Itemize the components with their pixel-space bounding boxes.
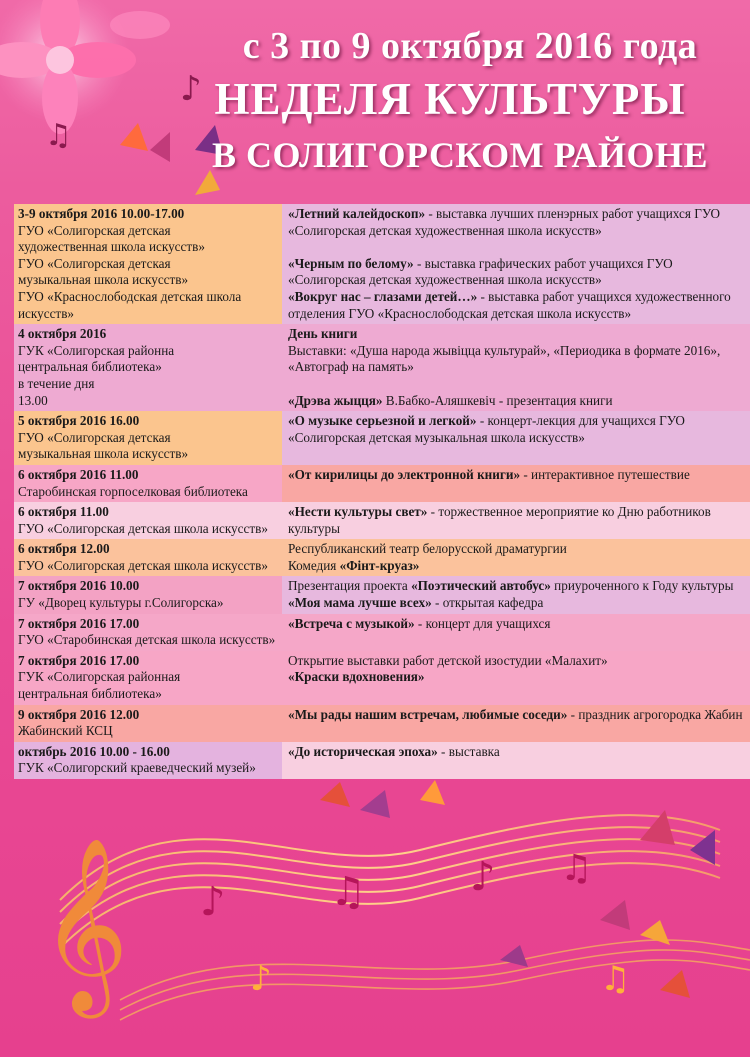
event-datetime: 3-9 октября 2016 10.00-17.00 (18, 206, 185, 221)
schedule-date-venue (14, 614, 282, 651)
event-description-text: - праздник агрогородка Жабин (567, 706, 743, 722)
schedule-row (14, 576, 750, 613)
schedule-row (14, 614, 750, 651)
schedule-row (14, 539, 750, 576)
event-venue-line: ГУО «Краснослободская детская школа (18, 288, 242, 304)
event-title: «Летний калейдоскоп» (288, 206, 426, 221)
poster-header (0, 0, 750, 205)
schedule-date-venue (14, 204, 282, 324)
event-description-text: - концерт для учащихся (414, 615, 551, 631)
event-title: «Дрэва жыцця» (288, 392, 383, 408)
event-description-text: - выставка лучших пленэрных работ учащихся ГУО «Солигорская детская художественная школа искусств» (288, 206, 721, 238)
event-description-text: - торжественное мероприятие ко Дню работников культуры (288, 504, 711, 536)
event-datetime: 7 октября 2016 17.00 (18, 615, 140, 631)
event-venue-line: ГУО «Солигорская детская (18, 255, 171, 271)
event-datetime: 4 октября 2016 (18, 326, 107, 342)
event-description-paragraph (288, 558, 745, 575)
schedule-event-description (282, 465, 750, 502)
event-title: «Моя мама лучше всех» (288, 595, 432, 611)
event-venue-line: ГУО «Старобинская детская школа искусств» (18, 632, 276, 648)
event-title: «О музыке серьезной и легкой» (288, 413, 477, 429)
event-description-text: - выставка работ учащихся художественного отделения ГУО «Краснослободская детская школа искусств» (288, 288, 731, 321)
event-venue-line: музыкальная школа искусств» (18, 272, 189, 288)
event-title: «Фiнт-круаз» (339, 557, 420, 573)
event-venue-line: ГУО «Солигорская детская (18, 429, 171, 445)
event-venue-line: музыкальная школа искусств» (18, 446, 189, 462)
schedule-row (14, 411, 750, 465)
event-description-paragraph (288, 504, 745, 537)
event-description-paragraph (288, 343, 745, 376)
event-description-paragraph (288, 653, 745, 670)
event-title: «Поэтический автобус» (411, 578, 551, 594)
schedule-date-venue (14, 705, 282, 742)
event-description-paragraph (288, 326, 745, 343)
event-venue-line: ГУО «Солигорская детская школа искусств» (18, 557, 268, 573)
schedule-row (14, 502, 750, 539)
event-description-text: - концерт-лекция для учащихся ГУО «Солигорская детская музыкальная школа искусств» (288, 413, 685, 445)
event-description-paragraph (288, 206, 745, 239)
event-description-paragraph (288, 393, 745, 410)
event-title: «Мы рады нашим встречам, любимые соседи» (288, 706, 568, 722)
event-datetime: 7 октября 2016 10.00 (18, 578, 140, 594)
event-description-paragraph (288, 595, 745, 612)
event-title: «Встреча с музыкой» (288, 615, 415, 631)
event-description-paragraph (288, 744, 745, 761)
schedule-event-description (282, 651, 750, 705)
event-venue-line: центральная библиотека» (18, 686, 162, 702)
event-venue-line: ГУК «Солигорский краеведческий музей» (18, 760, 256, 776)
schedule-date-venue (14, 576, 282, 613)
event-main-title: НЕДЕЛЯ КУЛЬТУРЫ (214, 74, 686, 124)
music-note-icon: ♪ (470, 854, 496, 900)
schedule-event-description (282, 614, 750, 651)
schedule-row (14, 742, 750, 779)
event-venue-line: в течение дня (18, 375, 95, 391)
schedule-event-description (282, 411, 750, 465)
schedule-row (14, 465, 750, 502)
event-venue-line: ГУО «Солигорская детская школа искусств» (18, 520, 268, 536)
schedule-event-description (282, 705, 750, 742)
event-description-paragraph (288, 289, 745, 322)
event-title: «Краски вдохновения» (288, 669, 425, 685)
event-datetime: 7 октября 2016 17.00 (18, 652, 140, 668)
schedule-date-venue (14, 539, 282, 576)
event-datetime: октябрь 2016 10.00 - 16.00 (18, 743, 170, 759)
event-venue-line: Жабинский КСЦ (18, 723, 113, 739)
event-description-prefix: Презентация проекта (288, 578, 412, 594)
music-note-icon: ♫ (560, 848, 593, 889)
schedule-date-venue (14, 742, 282, 779)
event-venue-line: искусств» (18, 305, 75, 321)
event-description-text: приуроченного к Году культуры (550, 578, 734, 594)
event-venue-line: центральная библиотека» (18, 359, 162, 375)
music-note-icon: ♫ (330, 869, 366, 915)
event-description-paragraph (288, 256, 745, 289)
event-datetime: 6 октября 2016 11.00 (18, 466, 139, 482)
event-description-text: Открытие выставки работ детской изостудии «Малахит» (288, 652, 608, 668)
event-venue-line: ГУ «Дворец культуры г.Солигорска» (18, 595, 224, 611)
event-datetime: 9 октября 2016 12.00 (18, 706, 140, 722)
event-title: «До историческая эпоха» (288, 743, 438, 759)
event-title: «От кирилицы до электронной книги» (288, 466, 521, 482)
treble-clef-icon: 𝄞 (40, 837, 129, 1011)
schedule-event-description (282, 204, 750, 324)
event-location-title: В СОЛИГОРСКОМ РАЙОНЕ (211, 135, 709, 175)
schedule-event-description (282, 324, 750, 411)
schedule-date-venue (14, 465, 282, 502)
event-venue-line: Старобинская горпоселковая библиотека (18, 483, 248, 499)
music-staff-decoration (120, 940, 750, 1020)
spacer (288, 239, 745, 256)
event-description-text: Выставки: «Душа народа жывiцца культурай», «Периодика в формате 2016», «Автограф на память» (288, 342, 721, 375)
schedule-date-venue (14, 651, 282, 705)
event-venue-line: ГУК «Солигорская районна (18, 342, 175, 358)
event-description-prefix: Комедия (288, 557, 340, 573)
event-description-paragraph (288, 578, 745, 595)
schedule-row (14, 324, 750, 411)
schedule-row (14, 204, 750, 324)
event-venue-line: ГУК «Солигорская районная (18, 669, 181, 685)
music-staff-decoration (60, 815, 720, 948)
event-schedule-table (14, 204, 750, 779)
spacer (288, 376, 745, 393)
music-note-icon: ♫ (600, 959, 631, 999)
event-description-paragraph (288, 413, 745, 446)
schedule-event-description (282, 539, 750, 576)
music-note-icon: ♪ (200, 879, 226, 925)
event-description-text: Республиканский театр белорусской драматургии (288, 541, 567, 557)
schedule-event-description (282, 502, 750, 539)
music-note-icon: ♪ (250, 959, 272, 999)
schedule-row (14, 651, 750, 705)
event-title: «Черным по белому» (288, 255, 414, 271)
schedule-event-description (282, 576, 750, 613)
event-dates-title: с 3 по 9 октября 2016 года (242, 25, 698, 67)
event-datetime: 6 октября 12.00 (18, 541, 110, 557)
event-description-paragraph (288, 467, 745, 484)
event-title: День книги (288, 326, 358, 342)
schedule-row (14, 705, 750, 742)
schedule-date-venue (14, 411, 282, 465)
event-description-text: - интерактивное путешествие (520, 466, 690, 482)
event-description-text: - выставка графических работ учащихся ГУО «Солигорская детская художественная школа искусств» (288, 255, 673, 288)
event-description-text: В.Бабко-Аляшкевiч - презентация книги (382, 392, 613, 408)
schedule-date-venue (14, 502, 282, 539)
event-datetime: 5 октября 2016 16.00 (18, 413, 140, 429)
event-venue-line: 13.00 (18, 392, 48, 408)
event-description-paragraph (288, 541, 745, 558)
event-description-text: - открытая кафедра (431, 595, 544, 611)
music-note-icon: ♪ (180, 69, 202, 109)
event-venue-line: художественная школа искусств» (18, 239, 205, 255)
event-title: «Нести культуры свет» (288, 504, 428, 520)
event-venue-line: ГУО «Солигорская детская (18, 222, 171, 238)
event-description-paragraph (288, 669, 745, 686)
event-description-paragraph (288, 707, 745, 724)
event-description-text: - выставка (437, 743, 500, 759)
event-title: «Вокруг нас – глазами детей…» (288, 288, 478, 304)
schedule-event-description (282, 742, 750, 779)
music-note-icon: ♫ (45, 118, 72, 153)
schedule-date-venue (14, 324, 282, 411)
event-datetime: 6 октября 11.00 (18, 504, 109, 520)
event-description-paragraph (288, 616, 745, 633)
